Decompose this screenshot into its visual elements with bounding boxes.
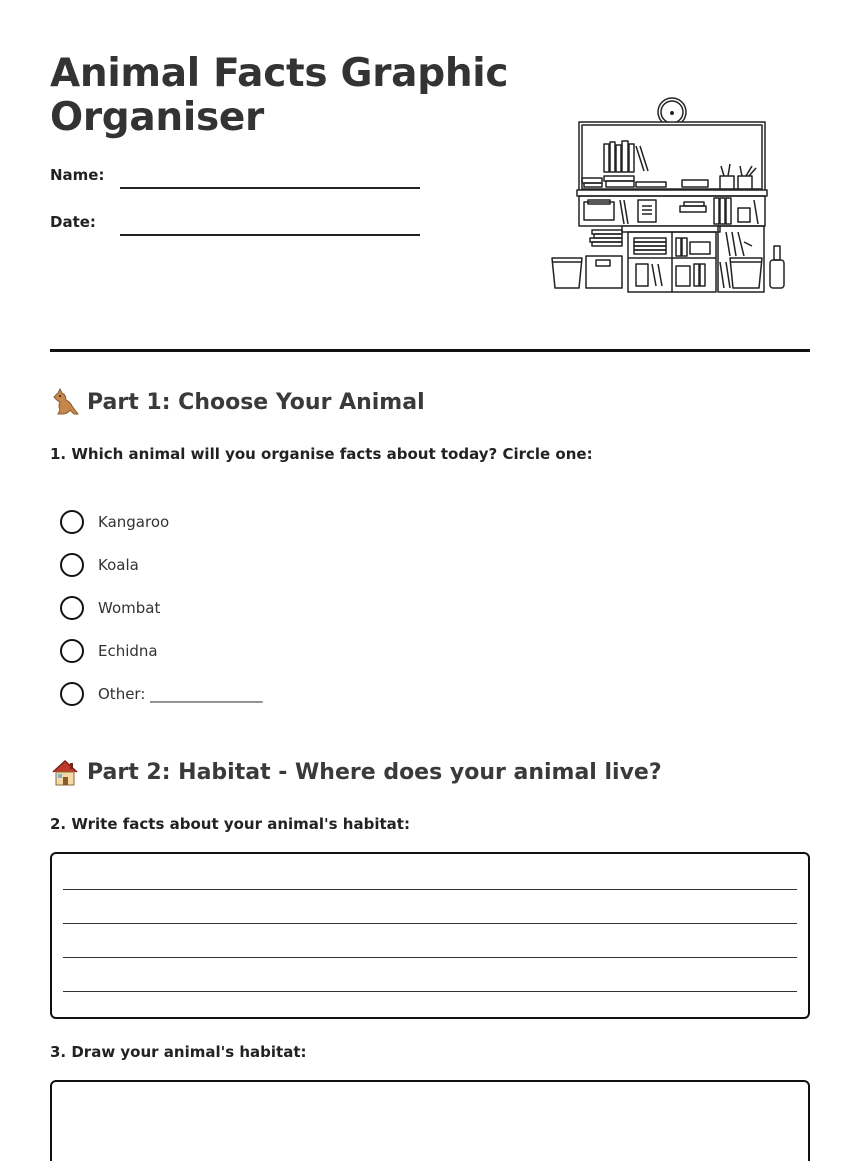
house-icon <box>50 758 80 786</box>
option-kangaroo[interactable] <box>60 509 169 535</box>
option-label: Echidna <box>98 642 158 660</box>
part1-heading <box>50 388 425 416</box>
page-title <box>50 52 510 140</box>
option-other[interactable] <box>60 681 263 707</box>
option-label: Other: _______________ <box>98 685 263 703</box>
option-label: Wombat <box>98 599 161 617</box>
question-1: 1. Which animal will you organise facts about today? Circle one: <box>50 445 593 463</box>
classroom-bookshelf-icon <box>548 96 788 296</box>
option-circle[interactable] <box>60 682 84 706</box>
section-divider <box>50 349 810 352</box>
option-circle[interactable] <box>60 553 84 577</box>
writing-line <box>63 923 797 924</box>
writing-line <box>63 991 797 992</box>
option-echidna[interactable] <box>60 638 158 664</box>
option-circle[interactable] <box>60 596 84 620</box>
question-2: 2. Write facts about your animal's habitat: <box>50 815 410 833</box>
option-label: Kangaroo <box>98 513 170 531</box>
name-field[interactable] <box>120 187 420 189</box>
part1-title: Part 1: Choose Your Animal <box>87 389 425 415</box>
date-label: Date: <box>50 213 96 231</box>
page-title-line-1: Animal Facts Graphic <box>50 51 509 96</box>
question-3: 3. Draw your animal's habitat: <box>50 1043 307 1061</box>
writing-line <box>63 957 797 958</box>
writing-line <box>63 889 797 890</box>
kangaroo-icon <box>50 388 80 416</box>
date-field[interactable] <box>120 234 420 236</box>
option-wombat[interactable] <box>60 595 160 621</box>
option-label: Koala <box>98 556 139 574</box>
option-koala[interactable] <box>60 552 139 578</box>
option-circle[interactable] <box>60 510 84 534</box>
habitat-drawing-box[interactable] <box>50 1080 810 1161</box>
part2-heading <box>50 758 662 786</box>
name-label: Name: <box>50 166 105 184</box>
habitat-facts-box[interactable] <box>50 852 810 1019</box>
page-title-line-2: Organiser <box>50 95 264 140</box>
option-circle[interactable] <box>60 639 84 663</box>
part2-title: Part 2: Habitat - Where does your animal live? <box>87 759 662 785</box>
